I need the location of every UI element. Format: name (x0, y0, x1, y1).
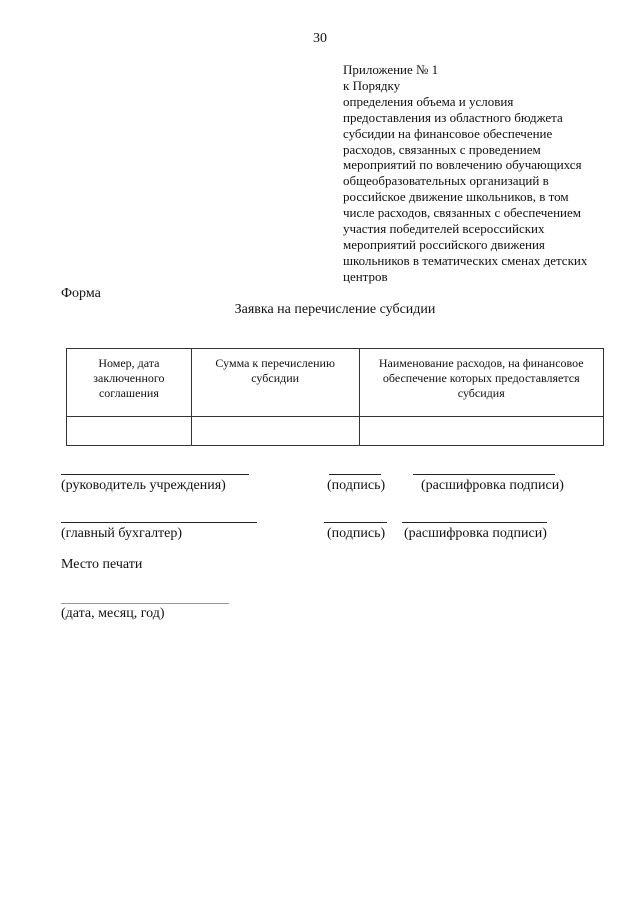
appendix-line: центров (343, 268, 388, 284)
head-sign-caption: (подпись) (327, 478, 386, 493)
head-decode-caption: (расшифровка подписи) (421, 478, 564, 493)
header-line: обеспечение которых предоставляется (382, 371, 580, 385)
header-amount (191, 349, 359, 417)
table-cell[interactable] (67, 417, 192, 446)
appendix-header (343, 62, 633, 285)
appendix-line: общеобразовательных организаций в (343, 173, 549, 189)
header-agreement (67, 349, 192, 417)
appendix-line: числе расходов, связанных с обеспечением (343, 205, 581, 221)
form-label: Форма (61, 286, 101, 301)
table-cell[interactable] (359, 417, 603, 446)
accountant-role-caption: (главный бухгалтер) (61, 526, 183, 541)
appendix-line: участия победителей всероссийских (343, 221, 545, 237)
header-line: Номер, дата (98, 356, 160, 370)
date-line[interactable] (61, 603, 229, 604)
accountant-decode-line[interactable] (402, 522, 547, 523)
header-line: Наименование расходов, на финансовое (378, 356, 584, 370)
header-line: заключенного (93, 371, 165, 385)
appendix-line: предоставления из областного бюджета (343, 109, 563, 125)
header-line: Сумма к перечислению (215, 356, 335, 370)
head-decode-line[interactable] (413, 474, 555, 475)
request-table (66, 348, 604, 446)
appendix-line: определения объема и условия (343, 93, 514, 109)
table-cell[interactable] (191, 417, 359, 446)
appendix-line: к Порядку (343, 77, 401, 93)
appendix-line: мероприятий по вовлечению обучающихся (343, 157, 582, 173)
appendix-line: школьников в тематических сменах детских (343, 252, 588, 268)
appendix-line: российское движение школьников, в том (343, 189, 569, 205)
accountant-sign-line[interactable] (324, 522, 387, 523)
header-line: субсидии (251, 371, 300, 385)
accountant-decode-caption: (расшифровка подписи) (404, 526, 547, 541)
accountant-signature-line[interactable] (61, 522, 257, 523)
appendix-line: Приложение № 1 (343, 62, 439, 77)
appendix-line: мероприятий российского движения (343, 236, 545, 252)
document-title: Заявка на перечисление субсидии (234, 302, 436, 317)
date-caption: (дата, месяц, год) (61, 606, 165, 621)
header-line: соглашения (98, 386, 159, 400)
appendix-line: расходов, связанных с проведением (343, 141, 541, 157)
head-role-caption: (руководитель учреждения) (61, 478, 226, 493)
stamp-place-label: Место печати (61, 557, 143, 572)
header-line: субсидия (457, 386, 505, 400)
appendix-line: субсидии на финансовое обеспечение (343, 125, 553, 141)
accountant-sign-caption: (подпись) (327, 526, 386, 541)
header-expenses (359, 349, 603, 417)
table-header-row (67, 349, 604, 417)
head-sign-line[interactable] (329, 474, 381, 475)
head-signature-line[interactable] (61, 474, 249, 475)
page-number: 30 (313, 31, 327, 46)
table-row (67, 417, 604, 446)
